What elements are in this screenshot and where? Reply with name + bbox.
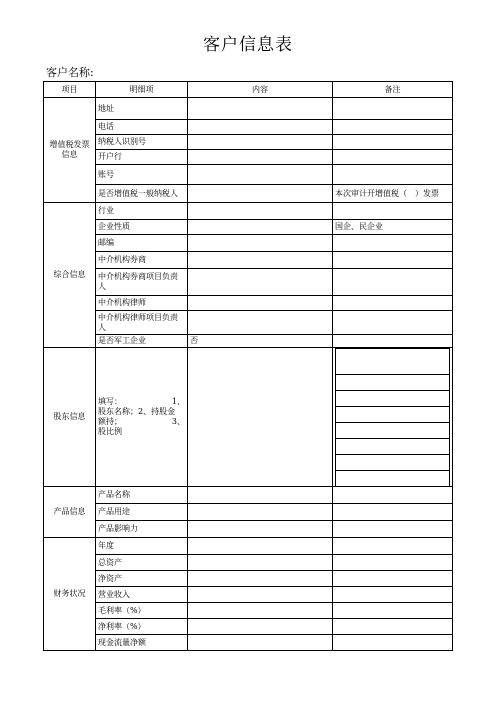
content-military-value[interactable]: 否 xyxy=(188,335,333,348)
content-cell[interactable] xyxy=(188,150,333,165)
header-remark: 备注 xyxy=(333,82,453,98)
item-revenue: 营业收入 xyxy=(96,587,188,603)
item-bank: 开户行 xyxy=(96,150,188,165)
note-line-4: 股比例 xyxy=(98,427,122,436)
note-num-3: 3、 xyxy=(171,417,185,426)
item-general-taxpayer: 是否增值税一般纳税人 xyxy=(96,185,188,203)
remark-cell[interactable] xyxy=(333,269,453,296)
item-taxpayer-id: 纳税人识别号 xyxy=(96,135,188,150)
header-detail: 明细项 xyxy=(96,82,188,98)
content-cell[interactable] xyxy=(188,220,333,235)
item-cash-flow: 现金流量净额 xyxy=(96,635,188,651)
table-row xyxy=(44,521,453,538)
remark-cell[interactable] xyxy=(333,487,453,504)
content-cell[interactable] xyxy=(188,538,333,555)
item-lawyer: 中介机构律师 xyxy=(96,296,188,311)
remark-line[interactable] xyxy=(336,349,450,375)
remark-cell[interactable] xyxy=(333,587,453,603)
table-row xyxy=(44,252,453,269)
remark-line[interactable] xyxy=(336,375,450,391)
remark-cell[interactable] xyxy=(333,538,453,555)
note-fill-label: 填写： xyxy=(98,397,122,406)
table-row xyxy=(44,235,453,252)
content-cell[interactable] xyxy=(188,555,333,571)
customer-info-table xyxy=(43,81,453,651)
table-row xyxy=(44,311,453,335)
item-product-name: 产品名称 xyxy=(96,487,188,504)
content-cell[interactable] xyxy=(188,311,333,335)
category-vat: 增值税发票信息 xyxy=(44,98,96,203)
shareholder-instruction xyxy=(96,348,188,487)
item-address: 地址 xyxy=(96,98,188,120)
item-lawyer-lead: 中介机构律师项目负责人 xyxy=(96,311,188,335)
item-enterprise-nature: 企业性质 xyxy=(96,220,188,235)
content-cell[interactable] xyxy=(188,203,333,220)
table-row xyxy=(44,555,453,571)
content-cell[interactable] xyxy=(188,135,333,150)
shareholder-remark-cell[interactable] xyxy=(333,348,453,487)
category-finance: 财务状况 xyxy=(44,538,96,651)
table-row xyxy=(44,635,453,651)
remark-cell[interactable] xyxy=(333,619,453,635)
item-postcode: 邮编 xyxy=(96,235,188,252)
table-row xyxy=(44,185,453,203)
table-row xyxy=(44,135,453,150)
content-cell[interactable] xyxy=(188,120,333,135)
table-row xyxy=(44,335,453,348)
content-cell[interactable] xyxy=(188,269,333,296)
table-row xyxy=(44,504,453,521)
remark-line[interactable] xyxy=(336,471,450,487)
item-net-margin: 净利率（%） xyxy=(96,619,188,635)
remark-cell[interactable] xyxy=(333,98,453,120)
content-cell[interactable] xyxy=(188,235,333,252)
note-line-2: 股东名称；2、持股金 xyxy=(98,407,176,416)
item-total-assets: 总资产 xyxy=(96,555,188,571)
remark-cell[interactable] xyxy=(333,571,453,587)
content-cell[interactable] xyxy=(188,619,333,635)
page-title: 客户信息表 xyxy=(203,35,293,55)
table-row xyxy=(44,296,453,311)
note-num-1: 1、 xyxy=(171,397,185,406)
remark-line[interactable] xyxy=(336,407,450,423)
item-net-assets: 净资产 xyxy=(96,571,188,587)
category-general: 综合信息 xyxy=(44,203,96,348)
content-cell[interactable] xyxy=(188,635,333,651)
item-military: 是否军工企业 xyxy=(96,335,188,348)
remark-enterprise-nature: 国企、民企业 xyxy=(333,220,453,235)
remark-cell[interactable] xyxy=(333,150,453,165)
remark-cell[interactable] xyxy=(333,252,453,269)
remark-cell[interactable] xyxy=(333,235,453,252)
table-row xyxy=(44,603,453,619)
content-cell[interactable] xyxy=(188,603,333,619)
item-phone: 电话 xyxy=(96,120,188,135)
category-product: 产品信息 xyxy=(44,487,96,538)
content-cell[interactable] xyxy=(188,252,333,269)
remark-cell[interactable] xyxy=(333,203,453,220)
remark-cell[interactable] xyxy=(333,311,453,335)
table-row xyxy=(44,220,453,235)
remark-line[interactable] xyxy=(336,439,450,455)
table-row xyxy=(44,619,453,635)
item-product-influence: 产品影响力 xyxy=(96,521,188,538)
table-row xyxy=(44,269,453,296)
item-year: 年度 xyxy=(96,538,188,555)
table-row xyxy=(44,587,453,603)
item-broker: 中介机构券商 xyxy=(96,252,188,269)
shareholder-content-cell[interactable] xyxy=(188,348,333,487)
content-cell[interactable] xyxy=(188,185,333,203)
remark-cell[interactable] xyxy=(333,335,453,348)
header-project: 项目 xyxy=(44,82,96,98)
remark-cell[interactable] xyxy=(333,635,453,651)
category-shareholder: 股东信息 xyxy=(44,348,96,487)
remark-line[interactable] xyxy=(336,455,450,471)
item-product-use: 产品用途 xyxy=(96,504,188,521)
table-header-row xyxy=(44,82,453,98)
content-cell[interactable] xyxy=(188,165,333,185)
header-content: 内容 xyxy=(188,82,333,98)
remark-line[interactable] xyxy=(336,391,450,407)
table-row xyxy=(44,571,453,587)
table-row xyxy=(44,538,453,555)
shareholder-remark-grid xyxy=(335,348,450,486)
content-cell[interactable] xyxy=(188,587,333,603)
remark-cell[interactable] xyxy=(333,603,453,619)
table-row xyxy=(44,348,453,487)
table-row xyxy=(44,120,453,135)
remark-cell[interactable] xyxy=(333,296,453,311)
table-row xyxy=(44,98,453,120)
table-row xyxy=(44,487,453,504)
item-industry: 行业 xyxy=(96,203,188,220)
remark-cell[interactable] xyxy=(333,555,453,571)
item-account: 账号 xyxy=(96,165,188,185)
content-cell[interactable] xyxy=(188,296,333,311)
remark-cell[interactable] xyxy=(333,135,453,150)
remark-cell[interactable] xyxy=(333,165,453,185)
remark-line[interactable] xyxy=(336,423,450,439)
content-cell[interactable] xyxy=(188,521,333,538)
content-cell[interactable] xyxy=(188,571,333,587)
client-name-label: 客户名称: xyxy=(46,66,94,79)
remark-vat-invoice: 本次审计开增值税（ ）发票 xyxy=(333,185,453,203)
item-broker-lead: 中介机构券商项目负责人 xyxy=(96,269,188,296)
note-line-3: 额持； xyxy=(98,417,122,426)
remark-cell[interactable] xyxy=(333,120,453,135)
table-row xyxy=(44,150,453,165)
content-cell[interactable] xyxy=(188,504,333,521)
content-cell[interactable] xyxy=(188,98,333,120)
table-row xyxy=(44,165,453,185)
content-cell[interactable] xyxy=(188,487,333,504)
remark-cell[interactable] xyxy=(333,504,453,521)
item-gross-margin: 毛利率（%） xyxy=(96,603,188,619)
remark-cell[interactable] xyxy=(333,521,453,538)
table-row xyxy=(44,203,453,220)
